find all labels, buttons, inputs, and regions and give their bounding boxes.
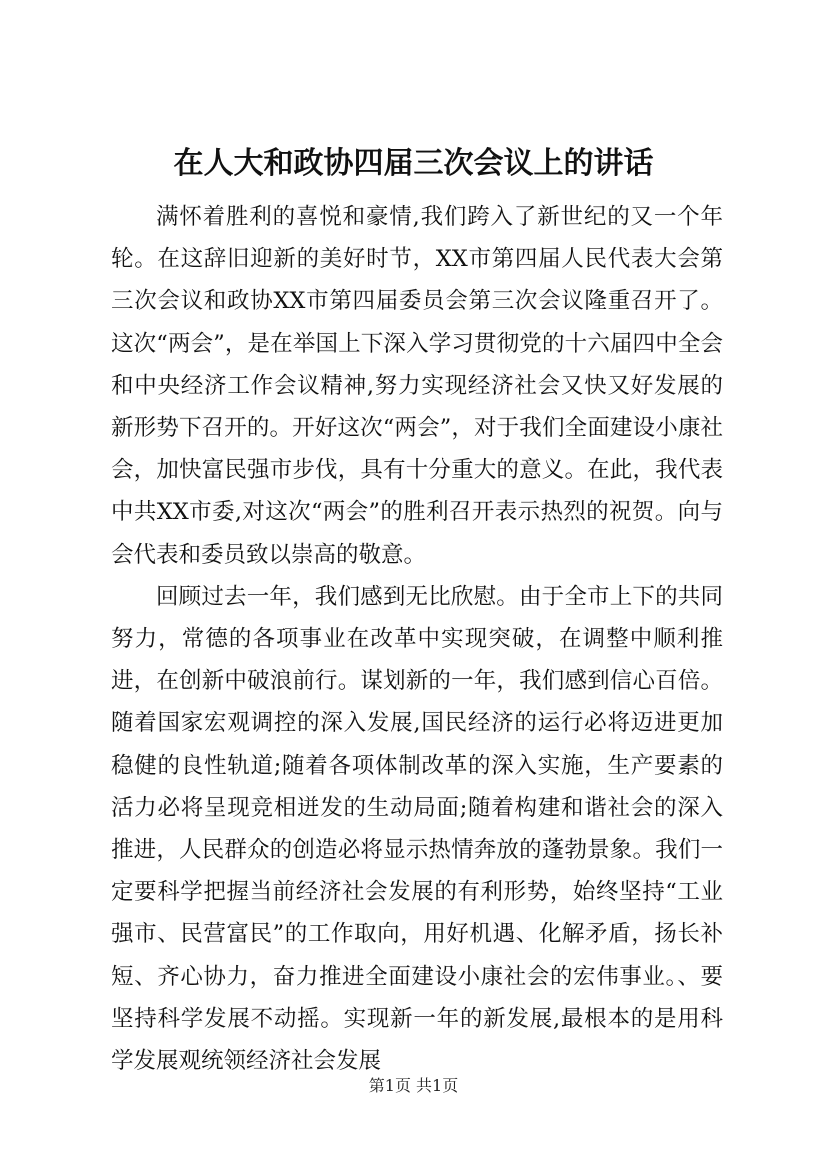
page-number-footer: 第1页 共1页 bbox=[368, 1076, 459, 1095]
paragraph-1: 满怀着胜利的喜悦和豪情,我们跨入了新世纪的又一个年轮。在这辞旧迎新的美好时节，XX市第四届人民代表大会第三次会议和政协XX市第四届委员会第三次会议隆重召开了。这次“两会”，是在举国上下深入学习贯彻党的十六届四中全会和中央经济工作会议精神,努力实现经济社会又快又好发展的新形势下召开的。开好这次“两会”，对于我们全面建设小康社会，加快富民强市步伐，具有十分重大的意义。在此，我代表中共XX市委,对这次“两会”的胜利召开表示热烈的祝贺。向与会代表和委员致以崇高的敬意。 bbox=[111, 204, 723, 568]
document-body bbox=[111, 196, 723, 1082]
document-title: 在人大和政协四届三次会议上的讲话 bbox=[173, 146, 654, 181]
paragraph-2: 回顾过去一年，我们感到无比欣慰。由于全市上下的共同努力，常德的各项事业在改革中实现突破，在调整中顺利推进，在创新中破浪前行。谋划新的一年，我们感到信心百倍。随着国家宏观调控的深入发展,国民经济的运行必将迈进更加稳健的良性轨道;随着各项体制改革的深入实施，生产要素的活力必将呈现竞相迸发的生动局面;随着构建和谐社会的深入推进，人民群众的创造必将显示热情奔放的蓬勃景象。我们一定要科学把握当前经济社会发展的有利形势，始终坚持“工业强市、民营富民”的工作取向，用好机遇、化解矛盾，扬长补短、齐心协力，奋力推进全面建设小康社会的宏伟事业。、要坚持科学发展不动摇。实现新一年的新发展,最根本的是用科学发展观统领经济社会发展 bbox=[111, 583, 723, 1075]
